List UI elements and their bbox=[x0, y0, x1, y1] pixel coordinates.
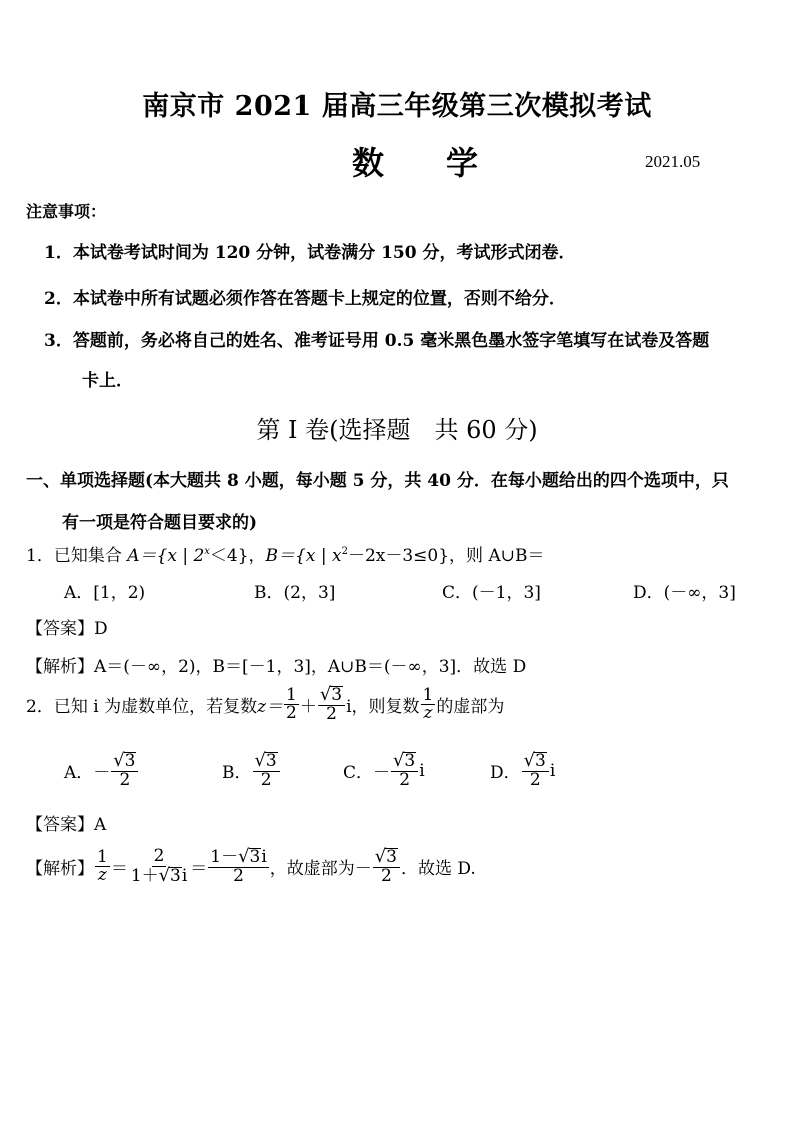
q1-option-d: D．(－∞，3] bbox=[633, 583, 736, 603]
question-1 bbox=[26, 541, 544, 566]
sqrt-icon: √ 3 bbox=[523, 750, 546, 771]
exam-title: 南京市 2021 届高三年级第三次模拟考试 bbox=[142, 91, 652, 122]
sqrt-icon: √ 3 bbox=[238, 846, 261, 867]
fraction-sqrt3-over-2: √ 3 2 bbox=[318, 686, 345, 724]
sqrt-icon: √ 3 bbox=[374, 846, 397, 867]
variable-z: z＝ bbox=[257, 697, 284, 718]
notes-heading: 注意事项： bbox=[26, 202, 107, 221]
question-text-2: i，则复数 bbox=[346, 697, 420, 718]
q1-option-a: A．[1，2) bbox=[64, 583, 146, 603]
exponent: x bbox=[204, 546, 210, 557]
q2-option-c: C． － √ 3 2 i bbox=[343, 750, 425, 790]
note-item-2: 2．本试卷中所有试题必须作答在答题卡上规定的位置，否则不给分． bbox=[44, 289, 566, 309]
set-a: A＝{x | 2 bbox=[127, 546, 205, 566]
question-text: 已知集合 bbox=[53, 546, 122, 566]
note-item-3-cont: 卡上． bbox=[82, 371, 133, 391]
question-number: 2． bbox=[26, 697, 54, 718]
q1-analysis: 【解析】A＝(－∞，2)，B＝[－1，3]，A∪B＝(－∞，3]．故选 D bbox=[26, 657, 527, 677]
note-item-3: 3．答题前，务必将自己的姓名、准考证号用 0.5 毫米黑色墨水签字笔填写在试卷及答题 bbox=[44, 331, 710, 351]
q1-answer: 【答案】D bbox=[26, 619, 108, 639]
note-item-1: 1．本试卷考试时间为 120 分钟，试卷满分 150 分，考试形式闭卷． bbox=[44, 243, 576, 263]
sqrt-icon: √ 3 bbox=[254, 750, 277, 771]
part-instructions-line1: 一、单项选择题(本大题共 8 小题，每小题 5 分，共 40 分．在每小题给出的四个选项中，只 bbox=[26, 471, 729, 491]
question-text-3: 的虚部为 bbox=[436, 697, 505, 718]
part-instructions-line2: 有一项是符合题目要求的) bbox=[62, 513, 258, 533]
q2-analysis: 【解析】 $\frac{1}{z}$ ＝ 2 1＋ √ 3 i ＝ 1－ √ 3 i 2 ，故虚部为 － √ 3 2 ．故选 D. bbox=[26, 846, 476, 886]
q2-option-a: A． － √ 3 2 bbox=[64, 752, 139, 790]
plus-sign: ＋ bbox=[299, 697, 317, 718]
set-a-end: ＜4}， bbox=[209, 546, 266, 566]
question-text: 已知 i 为虚数单位，若复数 bbox=[53, 697, 258, 718]
q1-option-c: C．(－1，3] bbox=[442, 583, 541, 603]
q2-option-d: D． √ 3 2 i bbox=[490, 750, 556, 790]
analysis-label: 【解析】 bbox=[26, 859, 94, 880]
q2-answer: 【答案】A bbox=[26, 815, 107, 835]
q2-option-b: B． √ 3 2 bbox=[222, 752, 281, 790]
exam-date: 2021.05 bbox=[645, 152, 701, 171]
sqrt-icon: √ 3 bbox=[158, 864, 181, 886]
sqrt-icon: √ 3 bbox=[393, 750, 416, 771]
set-b-end: －2x－3≤0}，则 A∪B＝ bbox=[347, 546, 545, 566]
sqrt-icon: √ 3 bbox=[319, 684, 343, 705]
fraction-half: $\frac{1}{2}$ bbox=[286, 684, 297, 724]
question-number: 1． bbox=[26, 546, 54, 566]
subject-title: 数学 bbox=[352, 144, 541, 182]
set-b: B＝{x | x bbox=[265, 546, 342, 566]
q1-option-b: B．(2，3] bbox=[254, 583, 336, 603]
fraction-1-over-z: $\frac{1}{z}$ bbox=[422, 684, 434, 724]
exponent: 2 bbox=[341, 546, 348, 557]
question-2 bbox=[26, 686, 504, 724]
sqrt-icon: √ 3 bbox=[113, 750, 136, 771]
section-title: 第 I 卷(选择题 共 60 分) bbox=[256, 416, 538, 444]
